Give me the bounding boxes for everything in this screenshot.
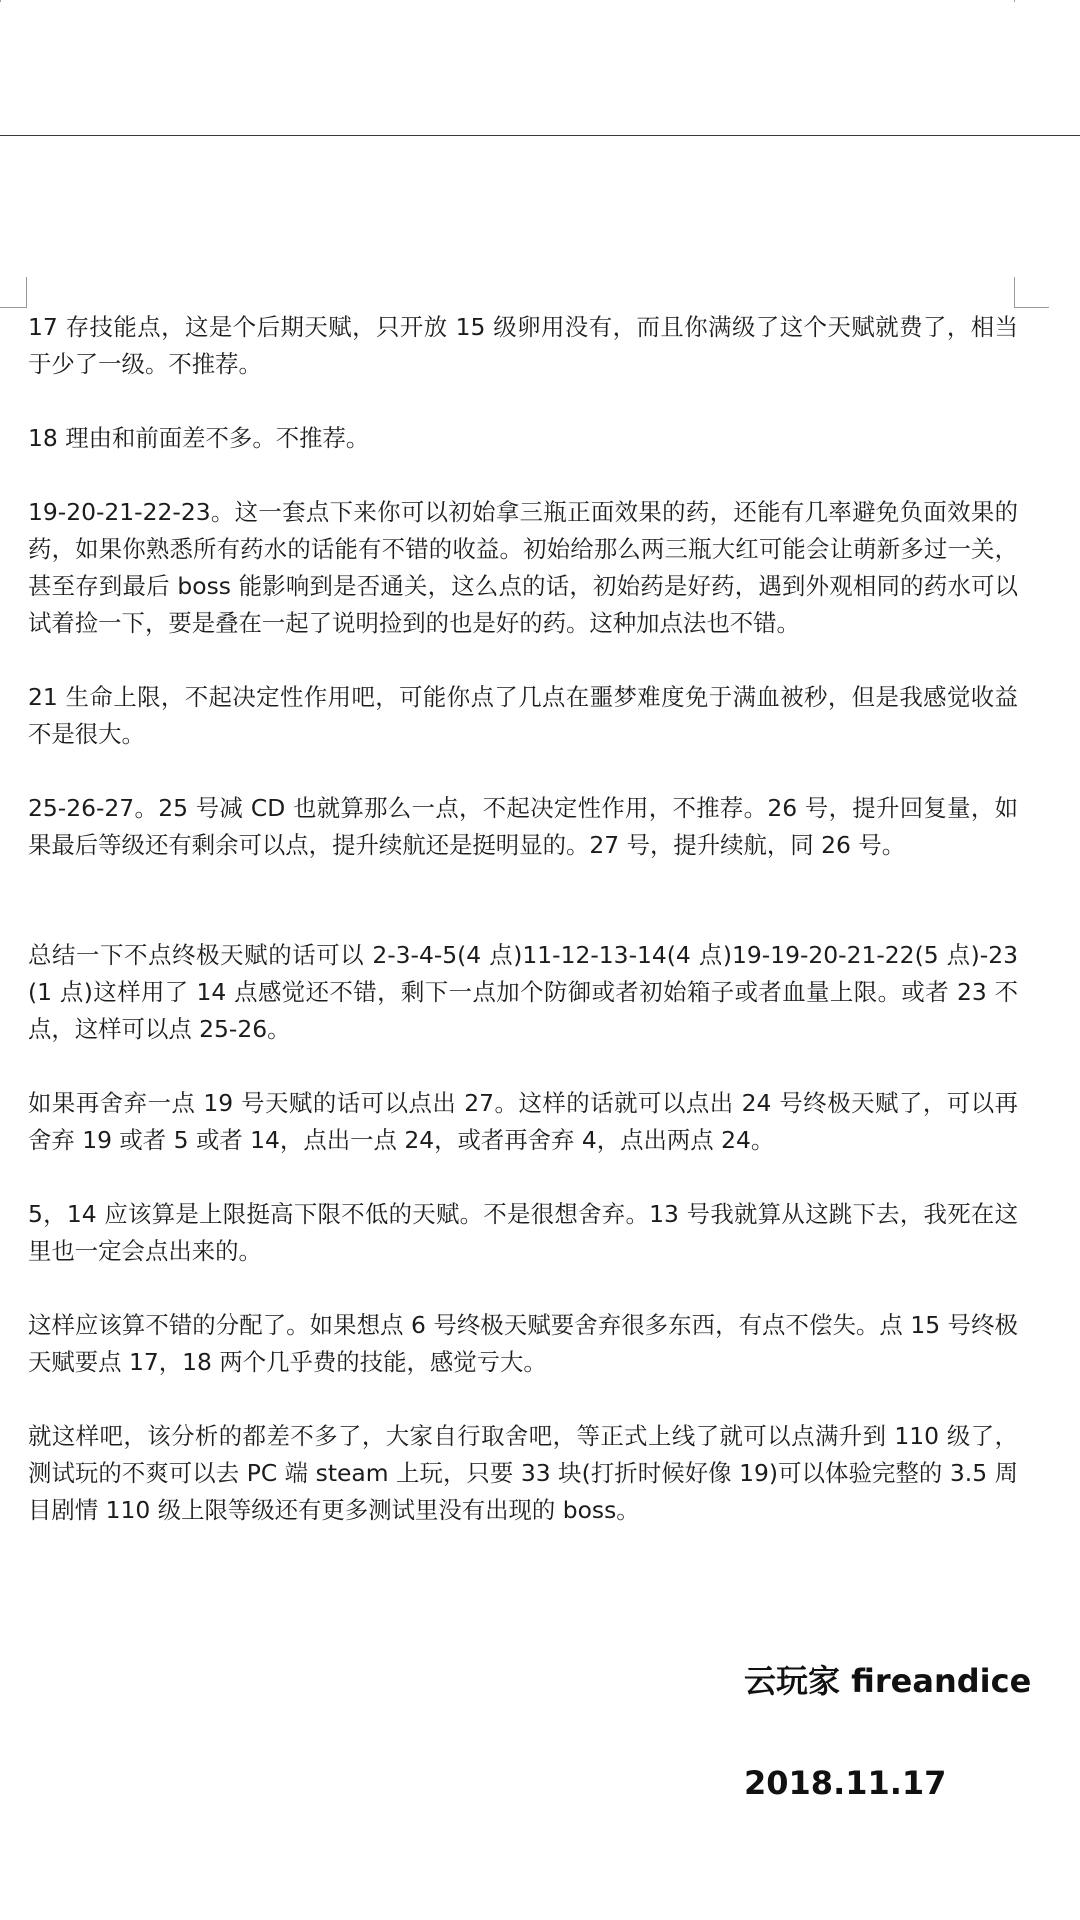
paragraph-summary: 总结一下不点终极天赋的话可以 2-3-4-5(4 点)11-12-13-14(4 点)19-19-20-21-22(5 点)-23(1 点)这样用了 14 点感觉还不错，剩下一点加个防御或者初始箱子或者血量上限。或者 23 不点，这样可以点 25-26。 bbox=[28, 941, 1018, 1043]
signature-date: 2018.11.17 bbox=[744, 1764, 947, 1802]
paragraph-talent-18: 18 理由和前面差不多。不推荐。 bbox=[28, 424, 370, 452]
paragraph-talent-21: 21 生命上限，不起决定性作用吧，可能你点了几点在噩梦难度免于满血被秒，但是我感觉收益不是很大。 bbox=[28, 683, 1018, 748]
paragraph-talent-19-23: 19-20-21-22-23。这一套点下来你可以初始拿三瓶正面效果的药，还能有几率避免负面效果的药，如果你熟悉所有药水的话能有不错的收益。初始给那么两三瓶大红可能会让萌新多过一关，甚至存到最后 boss 能影响到是否通关，这么点的话，初始药是好药，遇到外观相同的药水可以试着捡一下，要是叠在一起了说明捡到的也是好的药。这种加点法也不错。 bbox=[28, 498, 1018, 637]
document-body bbox=[28, 309, 1018, 1566]
page-break-divider bbox=[0, 135, 1080, 136]
paragraph-alternative: 如果再舍弃一点 19 号天赋的话可以点出 27。这样的话就可以点出 24 号终极天赋了，可以再舍弃 19 或者 5 或者 14，点出一点 24，或者再舍弃 4，点出两点 24。 bbox=[28, 1089, 1018, 1154]
author-signature: 云玩家 fireandice bbox=[744, 1662, 1032, 1700]
page-corner-mark bbox=[0, 0, 1, 2]
page-corner-mark bbox=[0, 277, 27, 308]
paragraph-talent-17: 17 存技能点，这是个后期天赋，只开放 15 级卵用没有，而且你满级了这个天赋就费了，相当于少了一级。不推荐。 bbox=[28, 313, 1018, 378]
paragraph-allocation: 这样应该算不错的分配了。如果想点 6 号终极天赋要舍弃很多东西，有点不偿失。点 15 号终极天赋要点 17，18 两个几乎费的技能，感觉亏大。 bbox=[28, 1311, 1018, 1376]
page-corner-mark bbox=[1014, 277, 1049, 308]
paragraph-talent-5-14: 5，14 应该算是上限挺高下限不低的天赋。不是很想舍弃。13 号我就算从这跳下去，我死在这里也一定会点出来的。 bbox=[28, 1200, 1018, 1265]
page-corner-mark bbox=[1014, 0, 1015, 2]
paragraph-conclusion: 就这样吧，该分析的都差不多了，大家自行取舍吧，等正式上线了就可以点满升到 110 级了，测试玩的不爽可以去 PC 端 steam 上玩，只要 33 块(打折时候好像 19)可以体验完整的 3.5 周目剧情 110 级上限等级还有更多测试里没有出现的 boss。 bbox=[28, 1422, 1018, 1524]
paragraph-talent-25-27: 25-26-27。25 号减 CD 也就算那么一点，不起决定性作用，不推荐。26 号，提升回复量，如果最后等级还有剩余可以点，提升续航还是挺明显的。27 号，提升续航，同 26 号。 bbox=[28, 794, 1018, 859]
